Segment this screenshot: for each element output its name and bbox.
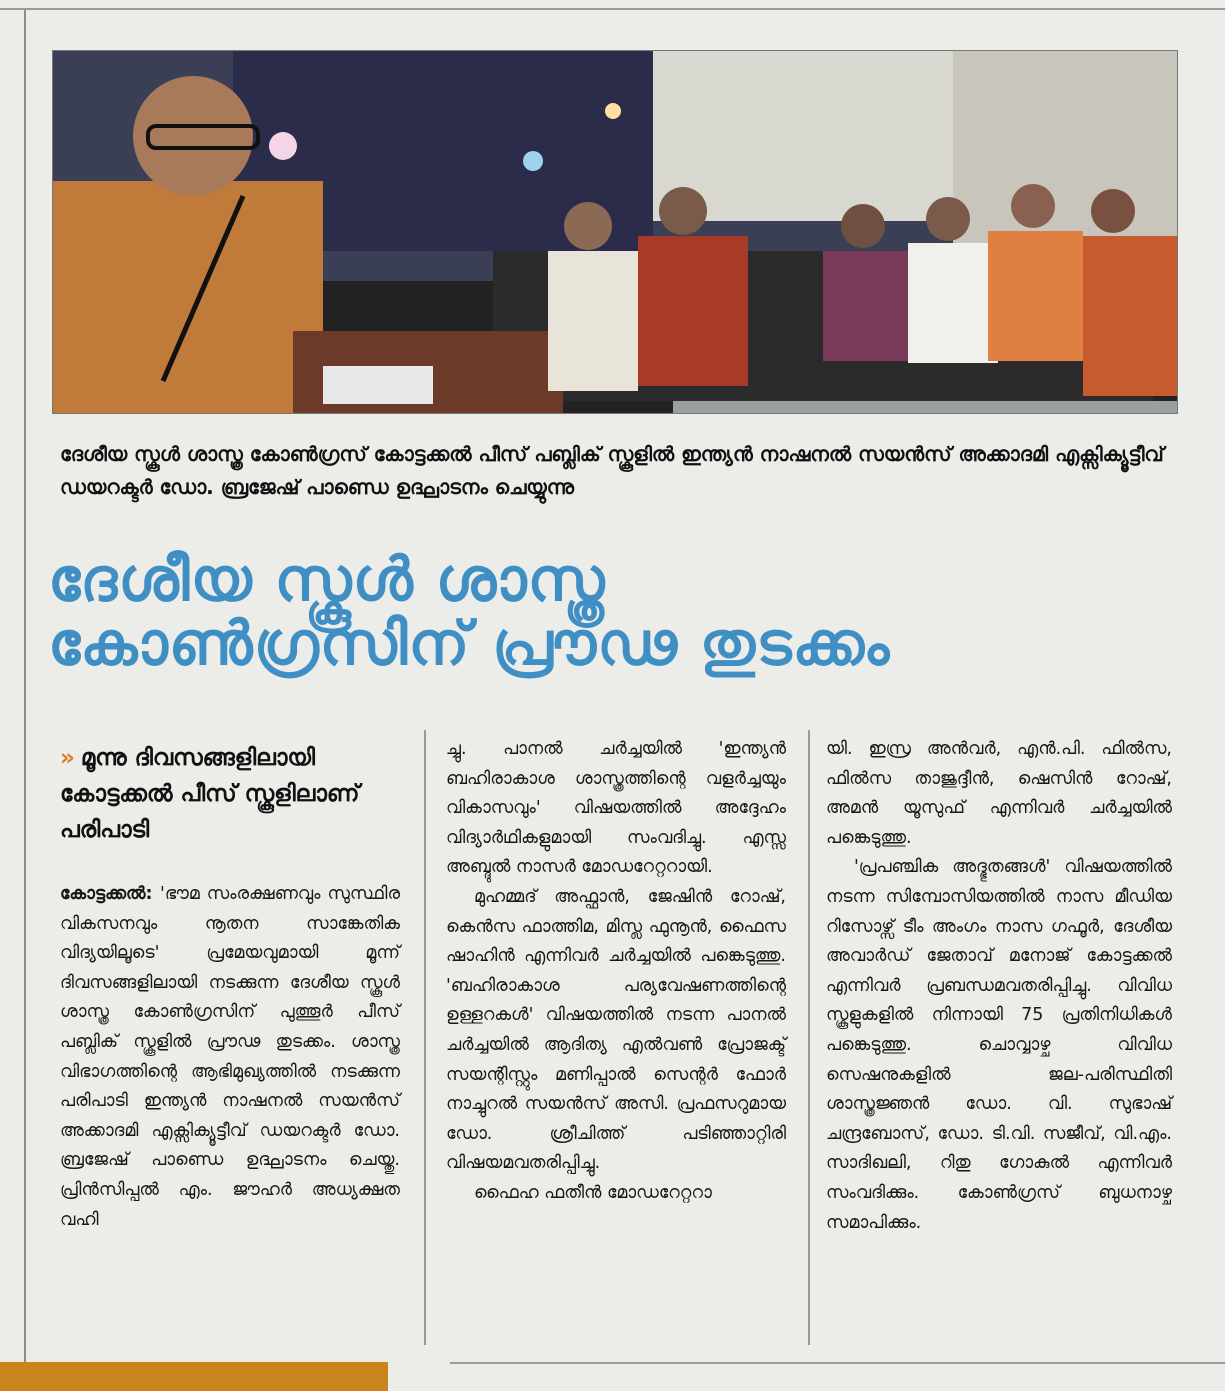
pull-quote [60, 740, 400, 848]
paragraph: ച്ചു. പാനൽ ചർച്ചയിൽ 'ഇന്ത്യൻ ബഹിരാകാശ ശാസ്ത്രത്തിന്റെ വളർച്ചയും വികാസവും' വിഷയത്തിൽ അദ്ദേഹം വിദ്യാർഥികളുമായി സംവദിച്ചു. എസ്സ അബ്ദുൽ നാസർ മോഡറേറ്ററായി. [446, 739, 786, 878]
paragraph: യി. ഇസ്ര അൻവർ, എൻ.പി. ഫിൽസ, ഫിൽസ താജുദ്ദീൻ, ഷെസിൻ റോഷ്, അമൻ യൂസുഫ് എന്നിവർ ചർച്ചയിൽ പങ്കെടുത്തു. [826, 739, 1172, 848]
column-rule-2 [808, 730, 810, 1345]
headline [48, 545, 1188, 679]
paragraph [60, 880, 400, 1235]
paragraph-text: 'ഭൗമ സംരക്ഷണവും സുസ്ഥിര വികസനവും നൂതന സാങ്കേതിക വിദ്യയിലൂടെ' പ്രമേയവുമായി മൂന്ന് ദിവസങ്ങളിലായി നടക്കുന്ന ദേശീയ സ്കൂൾ ശാസ്ത്ര കോൺഗ്രസിന് പുത്തൂർ പീസ് പബ്ലിക് സ്കൂളിൽ പ്രൗഢ തുടക്കം. ശാസ്ത്ര വിഭാഗത്തിന്റെ ആഭിമുഖ്യത്തിൽ നടക്കുന്ന പരിപാടി ഇന്ത്യൻ നാഷനൽ സയൻസ് അക്കാദമി എക്സിക്യൂട്ടീവ് ഡയറക്ടർ ഡോ. ബ്രജേഷ് പാണ്ഡെ ഉദ്ഘാടനം ചെയ്തു. പ്രിൻസിപ്പൽ എം. ജൗഹർ അധ്യക്ഷത വഹി [60, 884, 400, 1230]
article-column-3 [826, 735, 1172, 1238]
bottom-rule [450, 1362, 1225, 1364]
top-rule [0, 8, 1225, 10]
headline-line-1: ദേശീയ സ്കൂൾ ശാസ്ത്ര [48, 545, 606, 615]
paragraph: ഫൈഹ ഫതീൻ മോഡറേറ്ററാ [474, 1182, 712, 1203]
event-photo [52, 50, 1178, 414]
left-rule [24, 10, 26, 1370]
orange-bar [0, 1362, 388, 1391]
dateline: കോട്ടക്കൽ: [60, 884, 161, 904]
article-column-2 [446, 735, 786, 1209]
paragraph: മുഹമ്മദ് അഫ്ഫാൻ, ജേഷിൻ റോഷ്, കെൻസ ഫാത്തിമ, മിസ്ല ഫുനൂൻ, ഫൈസ ഷാഹിൻ എന്നിവർ ചർച്ചയിൽ പങ്കെടുത്തു. 'ബഹിരാകാശ പര്യവേഷണത്തിന്റെ ഉള്ളറകൾ' വിഷയത്തിൽ നടന്ന പാനൽ ചർച്ചയിൽ ആദിത്യ എൽവൺ പ്രോജക്ട് സയന്റിസ്റ്റും മണിപ്പാൽ സെന്റർ ഫോർ നാച്ചുറൽ സയൻസ് അസി. പ്രഫസറുമായ ഡോ. ശ്രീചിത്ത് പടിഞ്ഞാറ്റിരി വിഷയമവതരിപ്പിച്ചു. [446, 886, 786, 1174]
pull-quote-text: മൂന്നു ദിവസങ്ങളിലായി കോട്ടക്കൽ പീസ് സ്കൂളിലാണ് പരിപാടി [60, 745, 360, 843]
photo-caption: ദേശീയ സ്കൂൾ ശാസ്ത്ര കോൺഗ്രസ് കോട്ടക്കൽ പീസ് പബ്ലിക് സ്കൂളിൽ ഇന്ത്യൻ നാഷനൽ സയൻസ് അക്കാദമി എക്സിക്യൂട്ടീവ് ഡയറക്ടർ ഡോ. ബ്രജേഷ് പാണ്ഡെ ഉദ്ഘാടനം ചെയ്യുന്നു [60, 442, 1164, 499]
chevron-icon: » [60, 745, 75, 771]
article-column-1 [60, 880, 400, 1235]
paragraph: 'പ്രപഞ്ചിക അദ്ഭുതങ്ങൾ' വിഷയത്തിൽ നടന്ന സിമ്പോസിയത്തിൽ നാസ മീഡിയ റിസോഴ്സ് ടീം അംഗം നാസ ഗഫൂർ, ദേശീയ അവാർഡ് ജേതാവ് മനോജ് കോട്ടക്കൽ എന്നിവർ പ്രബന്ധമവതരിപ്പിച്ചു. വിവിധ സ്കൂളുകളിൽ നിന്നായി 75 പ്രതിനിധികൾ പങ്കെടുത്തു. ചൊവ്വാഴ്ച വിവിധ സെഷനുകളിൽ ജല-പരിസ്ഥിതി ശാസ്ത്രജ്ഞൻ ഡോ. വി. സുഭാഷ് ചന്ദ്രബോസ്, ഡോ. ടി.വി. സജീവ്, വി.എം. സാദിഖലി, റിതു ഗോകുൽ എന്നിവർ സംവദിക്കും. കോൺഗ്രസ് ബുധനാഴ്ച സമാപിക്കും. [826, 857, 1172, 1233]
column-rule-1 [424, 730, 426, 1345]
headline-line-2: കോൺഗ്രസിന് പ്രൗഢ തുടക്കം [48, 609, 891, 679]
